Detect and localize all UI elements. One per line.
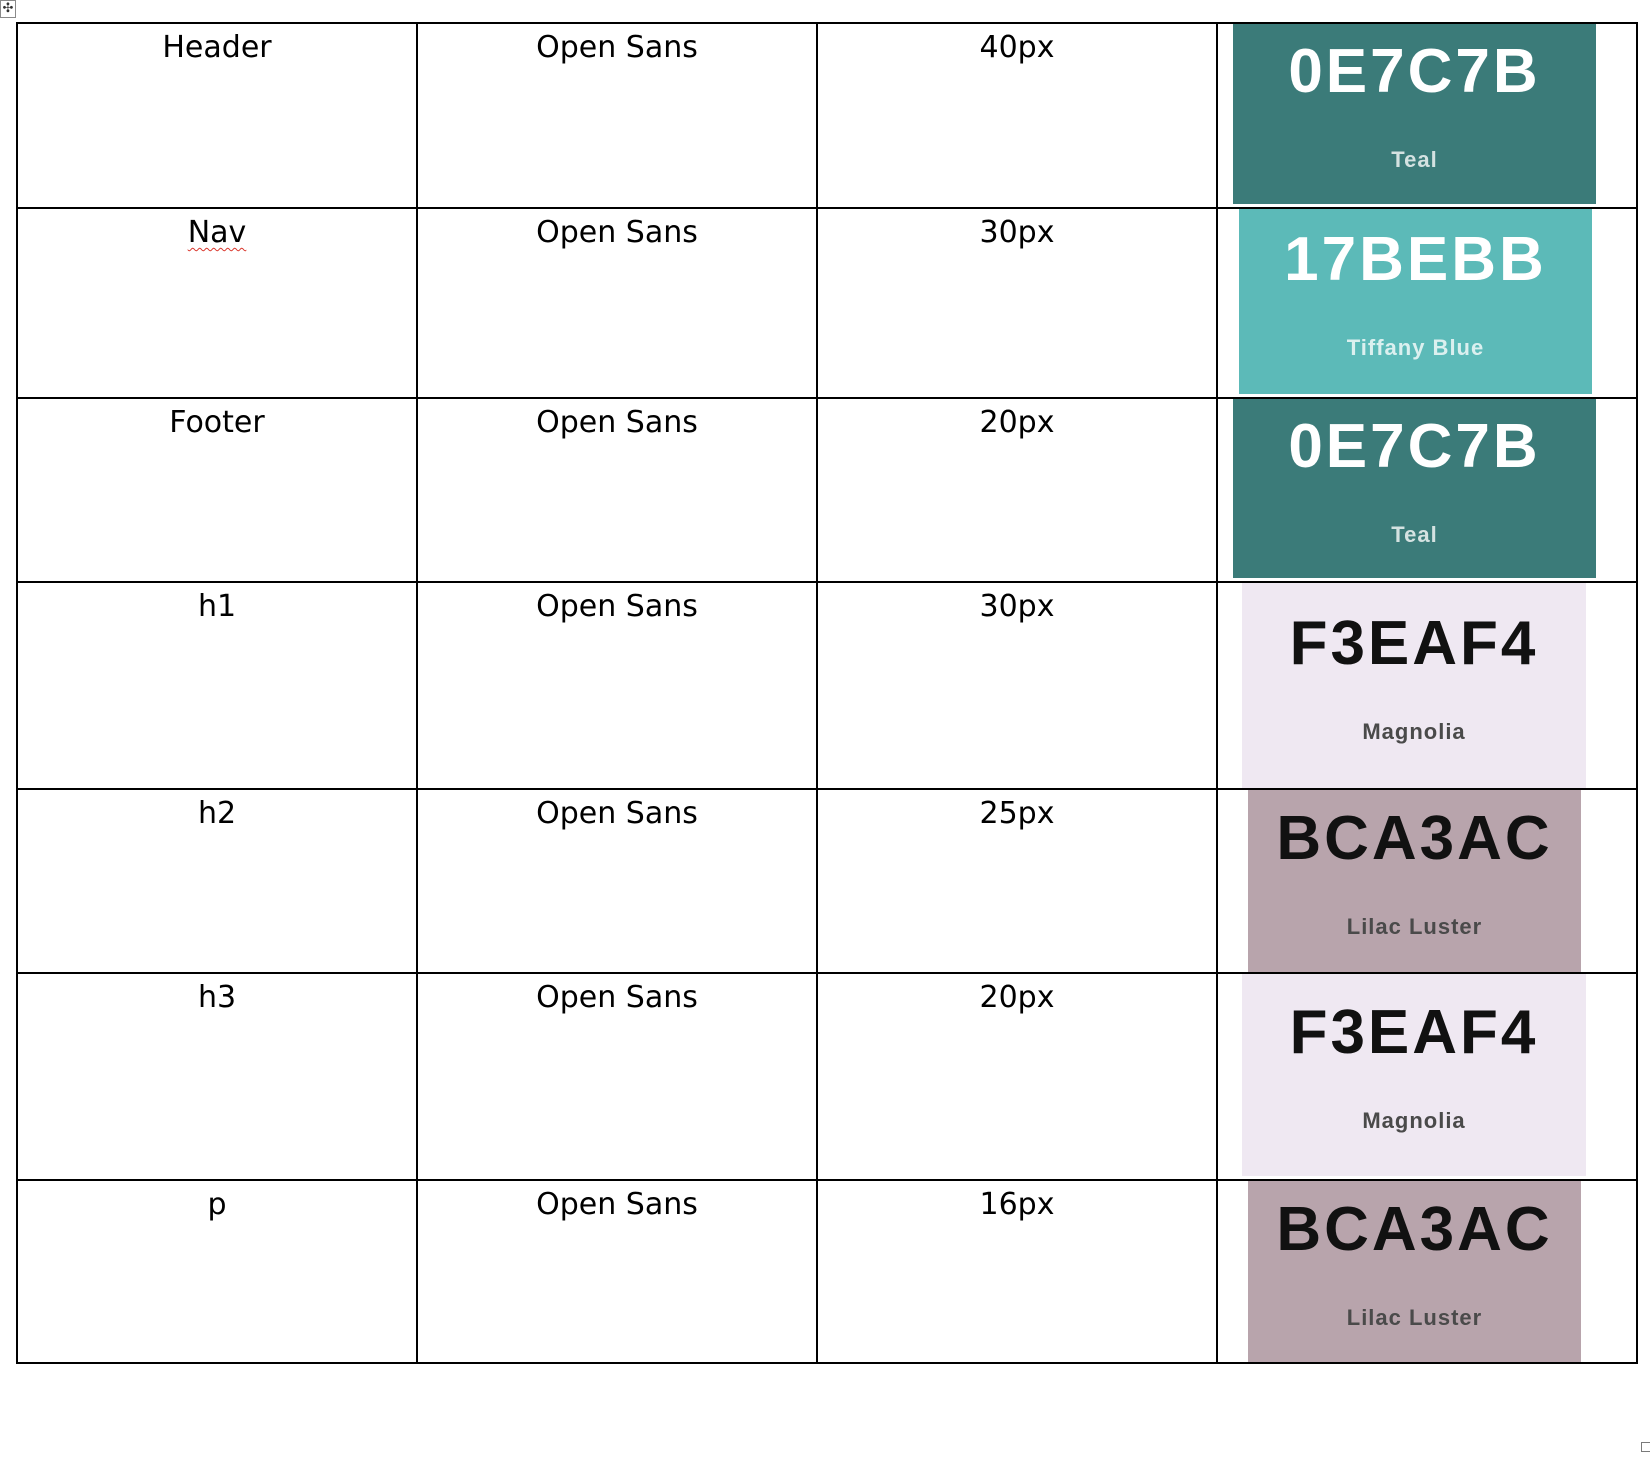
color-cell[interactable] [1217,789,1637,973]
size-cell[interactable] [817,23,1217,208]
swatch-hex-code: F3EAF4 [1289,608,1539,678]
size-cell[interactable] [817,973,1217,1180]
element-name: h2 [197,796,237,831]
element-cell[interactable] [17,973,417,1180]
font-size: 20px [979,405,1055,440]
font-cell[interactable] [417,789,817,973]
color-cell[interactable] [1217,208,1637,398]
font-name: Open Sans [536,589,698,624]
element-cell[interactable] [17,23,417,208]
table-row [17,398,1637,582]
element-name: p [207,1187,227,1222]
swatch-hex-code: 0E7C7B [1288,37,1541,106]
color-swatch [1248,790,1581,972]
color-swatch [1248,1181,1581,1362]
font-cell[interactable] [417,208,817,398]
style-guide-table [16,22,1638,1364]
size-cell[interactable] [817,582,1217,789]
font-size: 20px [979,980,1055,1015]
table-move-handle-icon[interactable]: ✣ [0,0,16,18]
font-size: 30px [979,215,1055,250]
element-cell[interactable] [17,208,417,398]
color-cell[interactable] [1217,582,1637,789]
font-name: Open Sans [536,30,698,65]
size-cell[interactable] [817,1180,1217,1363]
element-name: Header [162,30,272,65]
element-cell[interactable] [17,582,417,789]
color-cell[interactable] [1217,398,1637,582]
element-cell[interactable] [17,398,417,582]
font-size: 40px [979,30,1055,65]
size-cell[interactable] [817,789,1217,973]
swatch-color-name: Magnolia [1362,1108,1466,1133]
color-swatch [1233,399,1596,578]
font-size: 30px [979,589,1055,624]
swatch-hex-code: 17BEBB [1284,224,1547,294]
table-row [17,208,1637,398]
font-cell[interactable] [417,973,817,1180]
swatch-color-name: Tiffany Blue [1346,334,1485,360]
element-name: h1 [197,589,237,624]
font-name: Open Sans [536,215,698,250]
font-cell[interactable] [417,1180,817,1363]
font-name: Open Sans [536,405,698,440]
element-cell[interactable] [17,1180,417,1363]
swatch-color-name: Teal [1391,521,1438,547]
size-cell[interactable] [817,208,1217,398]
table-row [17,582,1637,789]
size-cell[interactable] [817,398,1217,582]
table-row [17,23,1637,208]
font-cell[interactable] [417,582,817,789]
swatch-color-name: Magnolia [1362,718,1466,744]
color-cell[interactable] [1217,1180,1637,1363]
font-name: Open Sans [536,1187,698,1222]
element-name: h3 [197,980,237,1015]
swatch-hex-code: BCA3AC [1276,804,1553,873]
swatch-color-name: Lilac Luster [1346,1304,1483,1330]
font-cell[interactable] [417,23,817,208]
element-name: Nav [187,215,247,250]
color-cell[interactable] [1217,23,1637,208]
color-swatch [1233,24,1596,204]
font-name: Open Sans [536,796,698,831]
font-size: 16px [979,1187,1055,1222]
color-swatch [1239,209,1592,394]
table-row [17,789,1637,973]
table-row [17,973,1637,1180]
font-cell[interactable] [417,398,817,582]
font-name: Open Sans [536,980,698,1015]
color-cell[interactable] [1217,973,1637,1180]
swatch-hex-code: BCA3AC [1276,1194,1553,1264]
swatch-hex-code: 0E7C7B [1288,411,1541,481]
swatch-color-name: Teal [1391,147,1438,172]
element-name: Footer [169,405,265,440]
swatch-color-name: Lilac Luster [1346,914,1483,939]
color-swatch [1242,583,1586,788]
color-swatch [1242,974,1586,1176]
font-size: 25px [979,796,1055,831]
swatch-hex-code: F3EAF4 [1289,998,1539,1067]
element-cell[interactable] [17,789,417,973]
table-resize-handle[interactable] [1641,1442,1650,1452]
table-row [17,1180,1637,1363]
